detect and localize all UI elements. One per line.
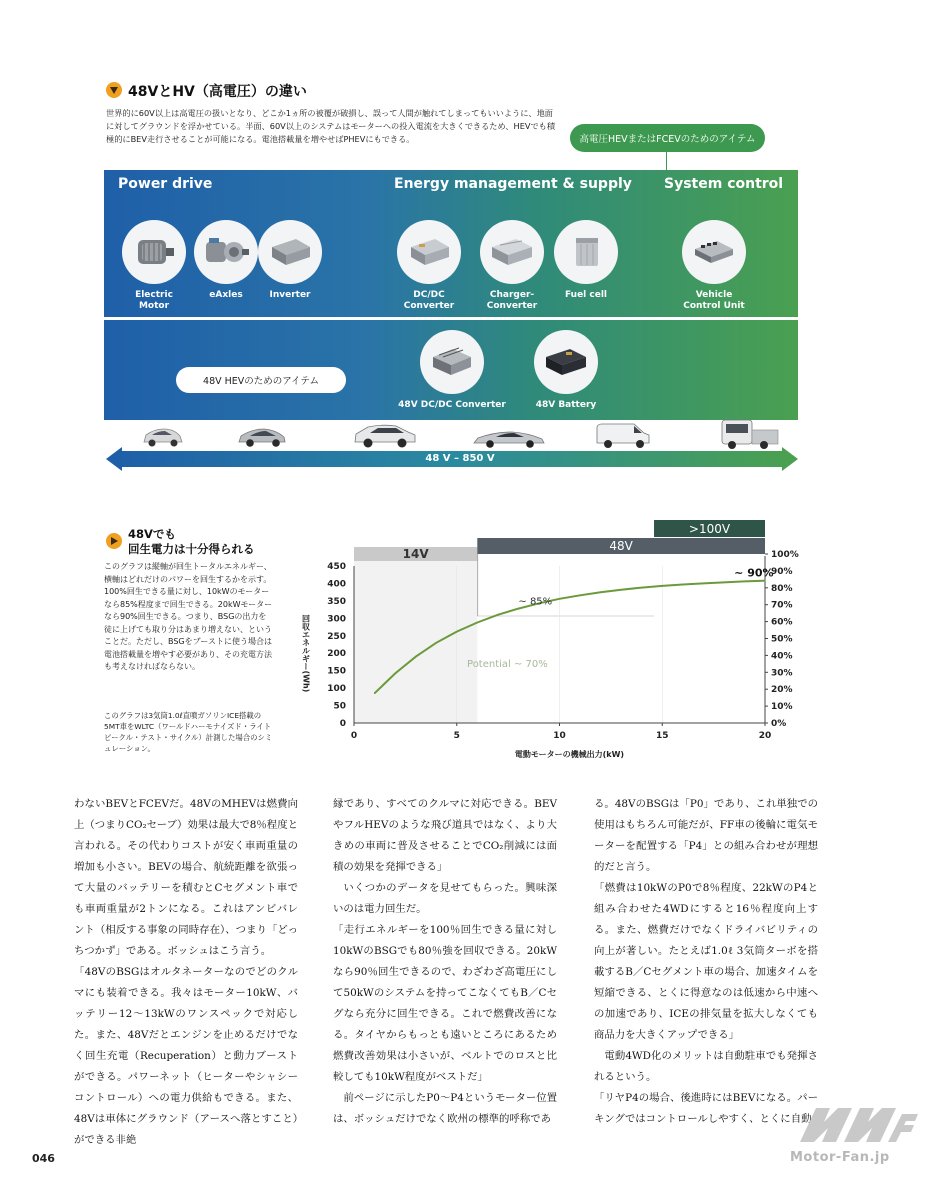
annotation-potential: Potential ~ 70%	[467, 659, 548, 671]
item-eaxles	[190, 220, 262, 301]
y2-tick-label: 100%	[771, 550, 799, 560]
y-tick-label: 350	[327, 596, 346, 607]
data-point	[436, 642, 437, 643]
y2-tick-label: 70%	[771, 600, 793, 611]
fuel-cell-label: Fuel cell	[564, 290, 608, 300]
sports-car-icon	[472, 428, 546, 452]
dcdc-converter-icon	[397, 220, 461, 284]
vehicle-control-unit-label: Vehicle Control Unit	[683, 290, 745, 311]
data-point	[621, 589, 622, 590]
section2-description: このグラフは縦軸が回生トータルエネルギー、横軸はどれだけのパワーを回生するかを示す。100%回生できる量に対し、10kWのモーターなら85%程度まで回生できる。20kWモーターなら90%回生できる。つまり、BSGの出力を徒に上げても取り分はあまり増えない、ということだ。ただし、BSGをブーストに使う場合は電池搭載量を増やす必要があり、その充電方法も考えなければならない。	[104, 562, 273, 671]
body-paragraph: 「48VのBSGはオルタネーターなのでどのクルマにも装着できる。我々はモーター10kW、バッテリー12〜13kWのワンスペックで対応した。また、48Vだとエンジンを止めるだけでなく回生充電（Recuperation）と動力ブーストができる。パワーネット（ヒーターやシャシーコントロール）への電力供給もできる。また、48Vは車体にグラウンド（アースへ落とすこと）ができる非絶	[74, 966, 298, 1146]
y-tick-label: 400	[327, 579, 346, 590]
y2-tick-label: 20%	[771, 685, 793, 696]
battery-48v-icon	[534, 330, 598, 394]
data-point	[497, 614, 498, 615]
inverter-label: Inverter	[269, 290, 311, 300]
y2-tick-label: 40%	[771, 651, 793, 662]
item-48v-battery	[524, 330, 608, 411]
annotation-90: ~ 90%	[734, 566, 774, 580]
body-paragraph: わないBEVとFCEVだ。48VのMHEVは燃費向上（つまりCO₂セーブ）効果は最大で8％程度と言われる。その代わりコストが安く車両重量の増加も小さい。BEVの場合、航続距離を欲張って大量のバッテリーを積むとCセグメント車でも車両重量が2トンになる。これはアンビバレント（相反する事象の同時存在）、つまり「どっちつかず」である。ボッシュはこう言う。	[74, 798, 298, 957]
charger-converter-label: Charger- Converter	[486, 290, 538, 311]
band-14v-label: 14V	[402, 547, 429, 561]
data-point	[703, 583, 704, 584]
section2-title-line2: 回生電力は十分得られる	[128, 542, 255, 556]
component-infographic	[104, 170, 798, 420]
eaxles-label: eAxles	[209, 290, 243, 300]
data-point	[456, 631, 457, 632]
body-column-1	[74, 794, 298, 1151]
category-power-drive: Power drive	[118, 176, 213, 192]
y-axis-label: 回収エネルギー(Wh)	[301, 614, 311, 693]
body-paragraph: る。48VのBSGは「P0」であり、これ単独での使用はもちろん可能だが、FF車の後輪に電気モーターを配置する「P4」との組み合わせが理想的だと言う。	[594, 798, 818, 873]
section2-title	[128, 527, 255, 557]
data-point	[559, 598, 560, 599]
data-point	[764, 580, 765, 581]
suv-icon	[352, 422, 418, 452]
y-tick-label: 200	[327, 649, 346, 660]
body-paragraph: 「走行エネルギーを100％回生できる量に対し10kWのBSGでも80％強を回収できる。20kWなら90％回生できるので、わざわざ高電圧にして50kWのシステムを持ってこなくてもB／Cセグなら充分に回生できる。これで燃費改善になる。タイヤからもっとも遠いところにあるため燃費改善効果は小さいが、ベルトでのロスと比較しても10kW程度がベストだ」	[333, 924, 557, 1083]
data-point	[415, 656, 416, 657]
dcdc-48v-icon	[420, 330, 484, 394]
item-fuel-cell	[550, 220, 622, 301]
y2-tick-label: 10%	[771, 702, 793, 713]
x-tick-label: 0	[350, 731, 358, 741]
compact-car-icon	[236, 426, 288, 452]
mhev-items-label: 48V HEVのためのアイテム	[176, 367, 346, 393]
vehicle-control-unit-icon	[682, 220, 746, 284]
dcdc-converter-label: DC/DC Converter	[403, 290, 455, 311]
y-tick-label: 450	[327, 562, 346, 572]
dcdc-48v-label: 48V DC/DC Converter	[398, 400, 506, 410]
data-point	[682, 584, 683, 585]
inverter-icon	[258, 220, 322, 284]
y-tick-label: 0	[339, 719, 346, 729]
x-tick-label: 15	[655, 731, 669, 741]
band-48v-marker	[477, 554, 478, 616]
data-point	[641, 587, 642, 588]
fuel-cell-icon	[554, 220, 618, 284]
y2-tick-label: 30%	[771, 668, 793, 679]
body-paragraph: 「リヤP4の場合、後進時にはBEVになる。パーキングではコントロールしやすく、とくに自動	[594, 1092, 818, 1125]
electric-motor-label: Electric Motor	[135, 290, 173, 311]
y-tick-label: 50	[333, 701, 346, 712]
infographic-divider	[104, 317, 798, 320]
item-electric-motor	[118, 220, 190, 312]
charger-converter-icon	[480, 220, 544, 284]
van-icon	[594, 421, 652, 453]
x-axis-label: 電動モーターの機械出力(kW)	[514, 750, 625, 759]
category-energy-management: Energy management & supply	[394, 176, 632, 192]
eaxle-icon	[194, 220, 258, 284]
voltage-range-label: 48 V – 850 V	[425, 453, 495, 464]
item-48v-dcdc-converter	[392, 330, 512, 411]
data-point	[600, 592, 601, 593]
x-tick-label: 20	[758, 731, 772, 741]
y2-tick-label: 50%	[771, 634, 793, 645]
data-point	[723, 582, 724, 583]
body-paragraph: 縁であり、すべてのクルマに対応できる。BEVやフルHEVのような飛び道具ではなく、より大きめの車両に普及させることでCO₂削減には面積の効果を発揮できる」	[333, 798, 557, 873]
data-point	[477, 622, 478, 623]
section2-title-line1: 48Vでも	[128, 527, 176, 541]
page-number: 046	[32, 1152, 55, 1165]
section2-bullet-icon	[106, 533, 122, 549]
y2-tick-label: 60%	[771, 617, 793, 628]
voltage-arrow-right-icon	[782, 447, 798, 471]
body-paragraph: 電動4WD化のメリットは自動駐車でも発揮されるという。	[594, 1050, 818, 1083]
x-tick-label: 10	[553, 731, 566, 741]
regen-energy-chart	[290, 518, 810, 766]
data-point	[395, 673, 396, 674]
band-100v-label: >100V	[688, 522, 731, 536]
battery-48v-label: 48V Battery	[535, 400, 597, 410]
y2-tick-label: 80%	[771, 583, 793, 594]
section1-title: 48VとHV（高電圧）の違い	[128, 84, 307, 100]
y-tick-label: 300	[327, 614, 346, 625]
body-paragraph: 前ページに示したP0〜P4というモーター位置は、ボッシュだけでなく欧州の標準的呼称であ	[333, 1092, 558, 1125]
electric-motor-icon	[122, 220, 186, 284]
data-point	[518, 608, 519, 609]
y-tick-label: 250	[327, 631, 346, 642]
data-point	[744, 581, 745, 582]
body-paragraph: 「燃費は10kWのP0で8％程度、22kWのP4と組み合わせた4WDにすると16％程度向上する。また、燃費だけでなくドライバビリティの向上が著しい。たとえば1.0ℓ 3気筒ターボを搭載するB／Cセグメント車の場合、加速タイムを短縮できる、とくに得意なのは低速から中速への加速であり、ICEの排気量を拡大しなくても商品力を大きくアップできる」	[594, 882, 818, 1041]
y2-tick-label: 90%	[771, 566, 793, 577]
data-point	[374, 693, 375, 694]
annotation-85: ~ 85%	[518, 596, 553, 608]
y-tick-label: 100	[327, 684, 346, 695]
item-inverter	[254, 220, 326, 301]
x-tick-label: 5	[453, 731, 460, 741]
item-charger-converter	[476, 220, 548, 312]
hv-label-connector	[666, 152, 667, 170]
category-system-control: System control	[664, 176, 784, 192]
band-48v-label: 48V	[609, 539, 633, 553]
band-14v-area	[354, 561, 477, 723]
truck-icon	[718, 416, 780, 454]
motor-fan-logo-text: Motor-Fan.jp	[790, 1150, 890, 1165]
data-point	[662, 585, 663, 586]
item-dcdc-converter	[393, 220, 465, 312]
y-tick-label: 150	[327, 666, 346, 677]
city-car-icon	[140, 426, 184, 452]
body-paragraph: いくつかのデータを見せてもらった。興味深いのは電力回生だ。	[333, 882, 557, 915]
body-column-3	[594, 794, 818, 1130]
y2-tick-label: 0%	[771, 719, 787, 729]
body-column-2	[333, 794, 557, 1130]
section2-note: このグラフは3気筒1.0ℓ直噴ガソリンICE搭載の5MT車をWLTC（ワールドハーモナイズド・ライトビークル・テスト・サイクル）計測した場合のシミュレーション。	[104, 711, 273, 753]
item-vehicle-control-unit	[674, 220, 754, 312]
data-point	[579, 595, 580, 596]
hv-items-label: 高電圧HEVまたはFCEVのためのアイテム	[570, 124, 765, 152]
section1-intro: 世界的に60V以上は高電圧の扱いとなり、どこか1ヵ所の被覆が破損し、誤って人間が触れてしまってもいいように、地面に対してグラウンドを浮かせている。半面、60V以上のシステムはモーターへの投入電流を大きくできるため、HEVでも積極的にBEV走行させることが可能になる。電池搭載量を増やせばPHEVにもできる。	[106, 108, 556, 144]
section-bullet-icon	[106, 82, 122, 98]
motor-fan-logo	[790, 1104, 920, 1144]
